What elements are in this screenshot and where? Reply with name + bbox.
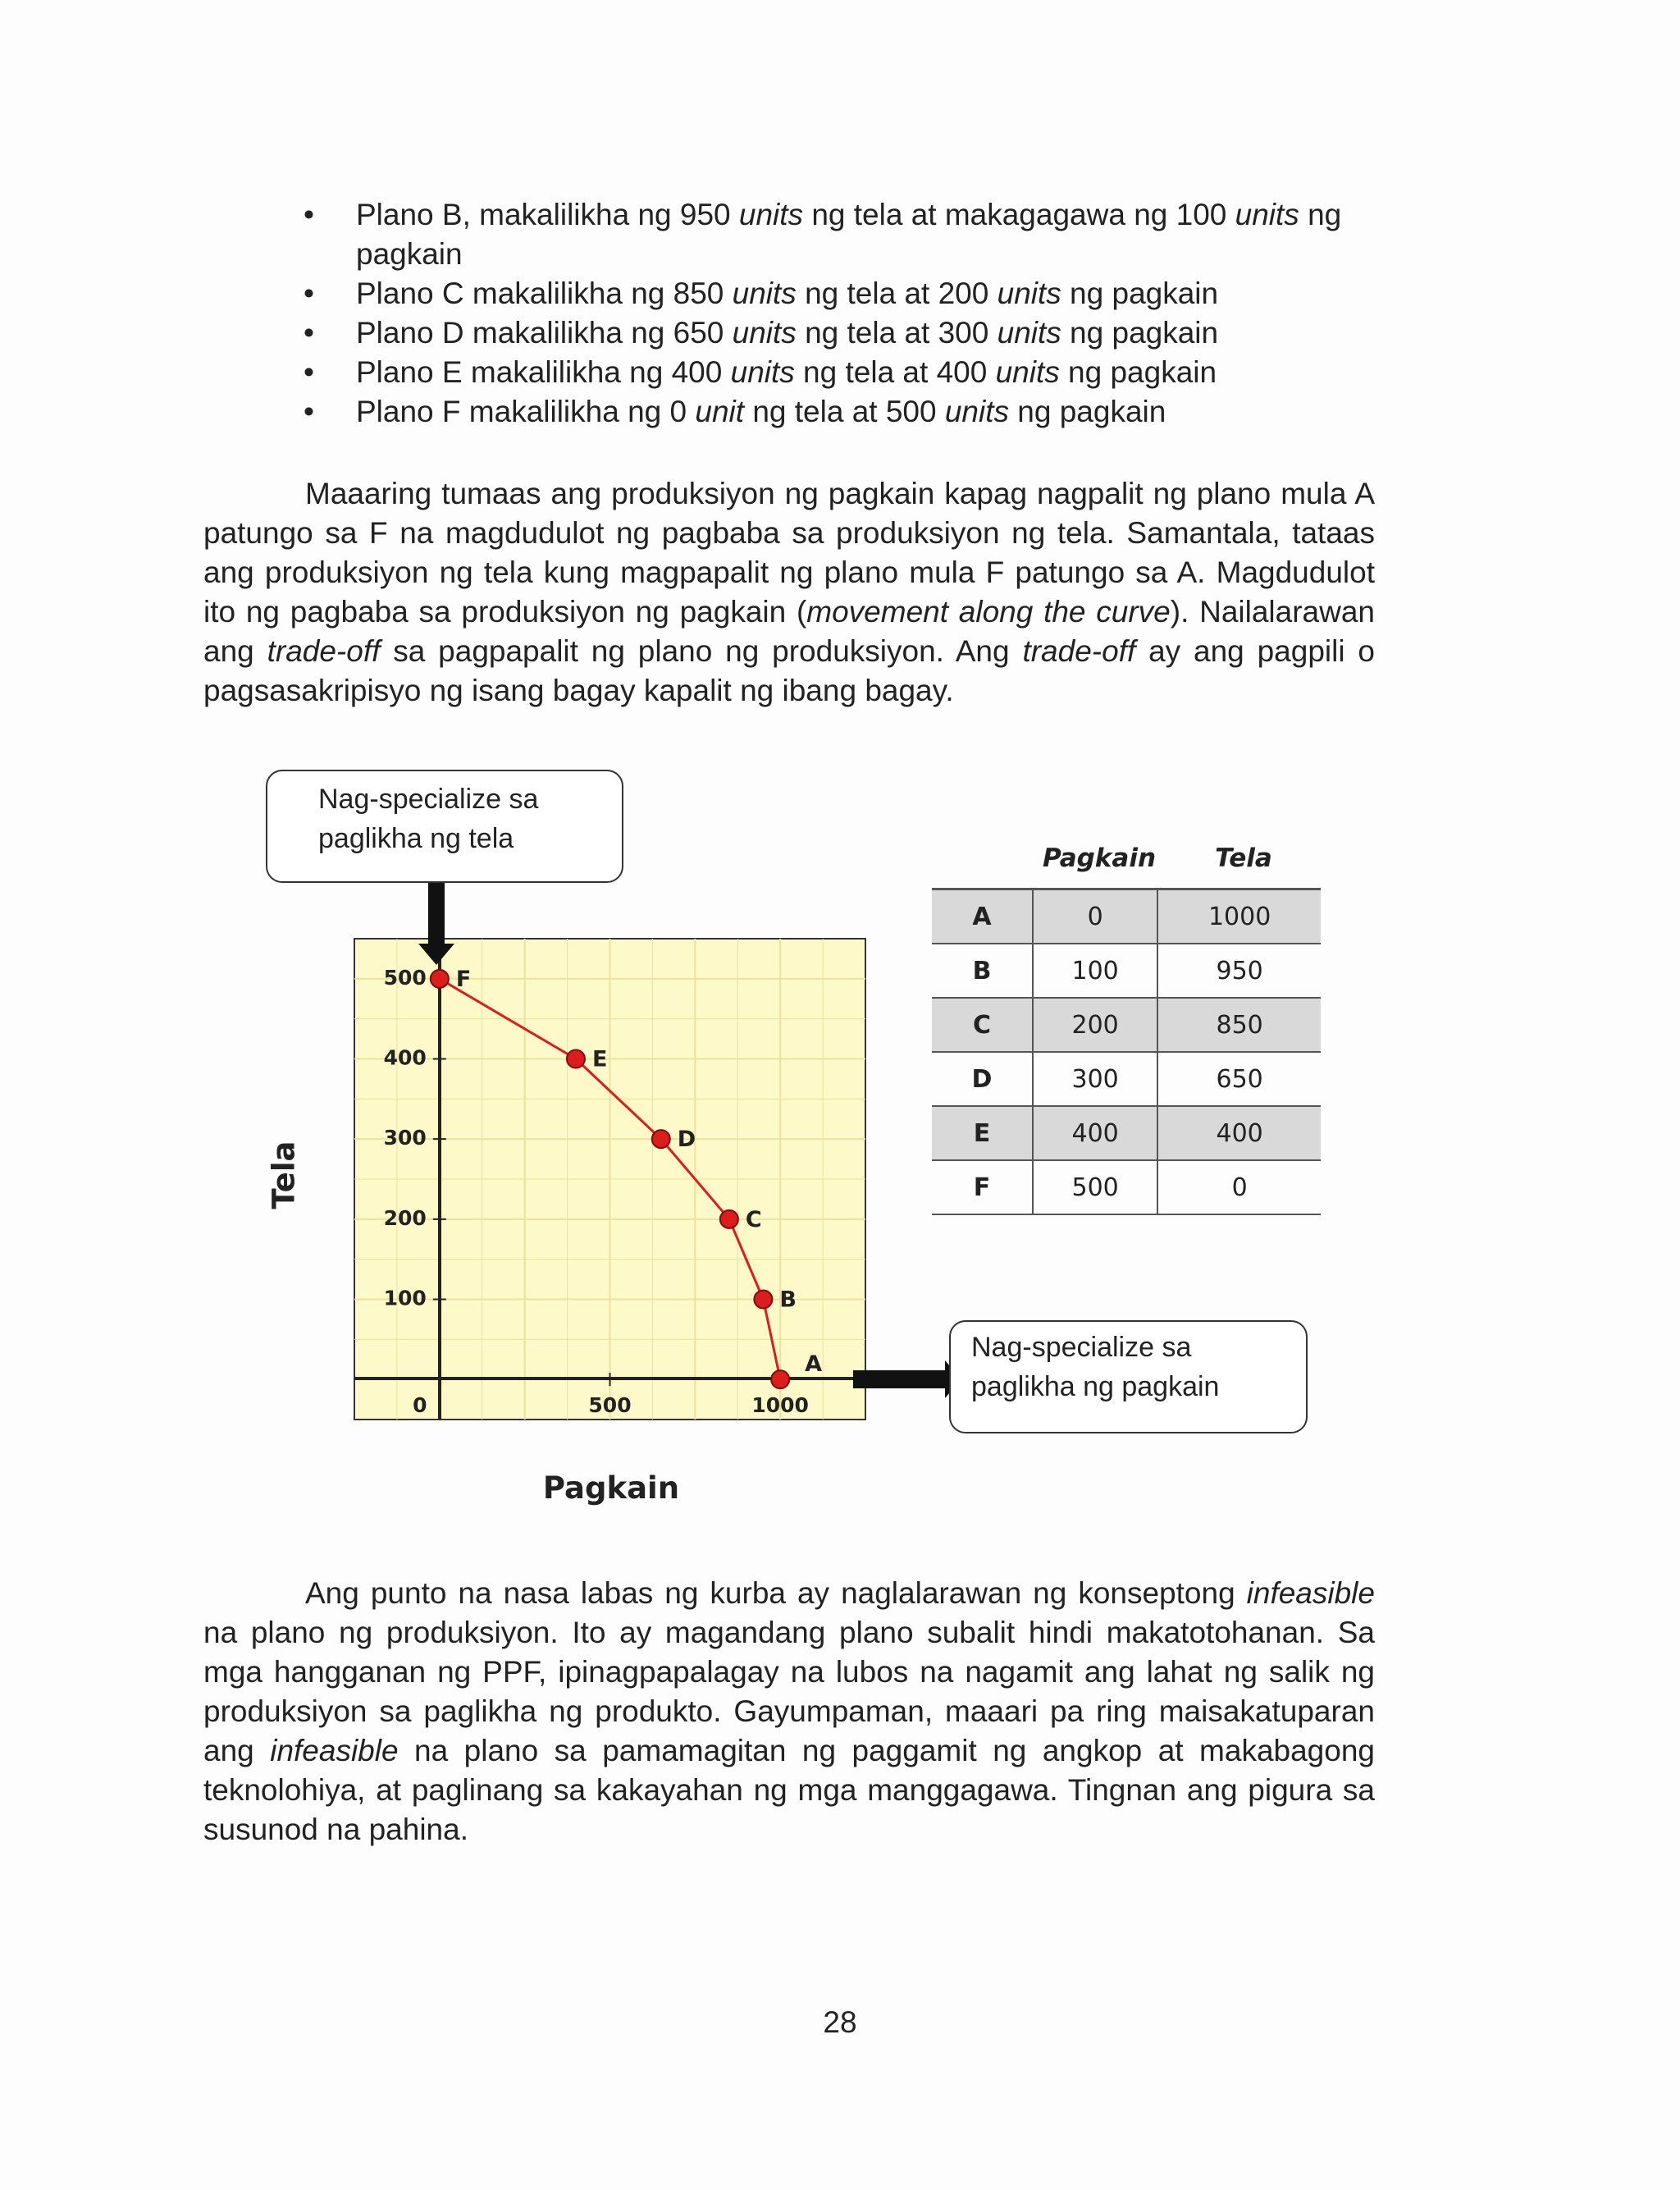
- table-cell-pagkain: 300: [1033, 1052, 1157, 1106]
- ppf-point-label: F: [455, 966, 472, 992]
- table-cell-plan: F: [932, 1160, 1033, 1214]
- table-header-tela: Tela: [1215, 844, 1272, 873]
- plan-list-item: • Plano B, makalilikha ng 950 units ng tela at makagagawa ng 100 units ng pagkain: [304, 195, 1378, 274]
- table-cell-plan: E: [932, 1106, 1033, 1160]
- table-cell-tela: 650: [1157, 1052, 1321, 1106]
- table-cell-pagkain: 200: [1033, 998, 1157, 1052]
- table-cell-pagkain: 400: [1033, 1106, 1157, 1160]
- callout-specialize-pagkain: Nag-specialize sa paglikha ng pagkain: [949, 1320, 1308, 1433]
- y-tick-label: 400: [383, 1045, 427, 1070]
- table-row: [932, 1160, 1321, 1214]
- production-table: [932, 837, 1321, 1215]
- table-cell-tela: 950: [1157, 944, 1321, 998]
- ppf-point-c: [720, 1210, 738, 1228]
- paragraph-trade-off: Maaaring tumaas ang produksiyon ng pagkain kapag nagpalit ng plano mula A patungo sa F na magdudulot ng pagbaba sa produksiyon ng tela. Samantala, tataas ang produksiyon ng tela kung magpapalit ng plano mula F patungo sa A. Magdudulot ito ng pagbaba sa produksiyon ng pagkain (movement along the curve). Nailalarawan ang trade-off sa pagpapalit ng plano ng produksiyon. Ang trade-off ay ang pagpili o pagsasakripisyo ng isang bagay kapalit ng ibang bagay.: [203, 477, 1376, 707]
- table-cell-pagkain: 500: [1033, 1160, 1157, 1214]
- arrow-right-shaft: [853, 1370, 952, 1388]
- table-row: [932, 889, 1321, 944]
- table-row: [932, 944, 1321, 998]
- arrow-down-shaft: [428, 872, 445, 949]
- y-tick-label: 300: [383, 1126, 427, 1150]
- y-tick-label: 100: [383, 1286, 427, 1310]
- ppf-point-b: [754, 1291, 772, 1309]
- table-cell-plan: A: [932, 889, 1033, 944]
- y-tick-label: 200: [383, 1205, 427, 1230]
- table-cell-pagkain: 100: [1033, 944, 1157, 998]
- table-cell-plan: B: [932, 944, 1033, 998]
- plan-table: [932, 888, 1321, 1215]
- plan-list-item: • Plano D makalilikha ng 650 units ng tela at 300 units ng pagkain: [304, 313, 1378, 353]
- table-row: [932, 998, 1321, 1052]
- ppf-point-f: [431, 970, 449, 988]
- table-row: [932, 1106, 1321, 1160]
- table-cell-tela: 400: [1157, 1106, 1321, 1160]
- table-cell-pagkain: 0: [1033, 889, 1157, 944]
- ppf-point-a: [771, 1370, 789, 1388]
- ppf-point-e: [567, 1050, 585, 1068]
- plan-list-item: • Plano C makalilikha ng 850 units ng tela at 200 units ng pagkain: [304, 274, 1378, 313]
- x-tick-label: 0: [413, 1393, 427, 1418]
- ppf-point-label: C: [745, 1206, 762, 1232]
- plan-list-item: • Plano F makalilikha ng 0 unit ng tela at 500 units ng pagkain: [304, 392, 1378, 432]
- page-number: 28: [823, 2005, 857, 2039]
- callout-specialize-tela: Nag-specialize sa paglikha ng tela: [266, 770, 623, 883]
- ppf-point-label: D: [677, 1127, 696, 1153]
- table-cell-tela: 850: [1157, 998, 1321, 1052]
- ppf-point-label: A: [805, 1351, 823, 1378]
- table-row: [932, 1052, 1321, 1106]
- x-tick-label: 500: [588, 1393, 632, 1418]
- table-header-pagkain: Pagkain: [1042, 844, 1157, 873]
- ppf-point-label: E: [591, 1046, 608, 1072]
- table-cell-tela: 0: [1157, 1160, 1321, 1214]
- plan-list-item: • Plano E makalilikha ng 400 units ng tela at 400 units ng pagkain: [304, 353, 1378, 392]
- y-axis-title: Tela: [266, 1141, 302, 1209]
- ppf-point-label: B: [779, 1287, 797, 1313]
- x-axis-title: Pagkain: [542, 1470, 680, 1506]
- x-tick-label: 1000: [751, 1393, 809, 1418]
- ppf-point-d: [652, 1130, 670, 1148]
- y-tick-label: 500: [383, 965, 427, 990]
- paragraph-infeasible: Ang punto na nasa labas ng kurba ay naglalarawan ng konseptong infeasible na plano ng produksiyon. Ito ay magandang plano subalit hindi makatotohanan. Sa mga hangganan ng PPF, ipinagpapalagay na lubos na nagamit ang lahat ng salik ng produksiyon sa paglikha ng produkto. Gayumpaman, maaari pa ring maisakatuparan ang infeasible na plano sa pamamagitan ng paggamit ng angkop at makabagong teknolohiya, at paglinang sa kakayahan ng mga manggagawa. Tingnan ang pigura sa susunod na pahina.: [203, 1576, 1375, 1846]
- table-cell-plan: D: [932, 1052, 1033, 1106]
- table-header: [932, 837, 1321, 888]
- table-cell-plan: C: [932, 998, 1033, 1052]
- table-cell-tela: 1000: [1157, 889, 1321, 944]
